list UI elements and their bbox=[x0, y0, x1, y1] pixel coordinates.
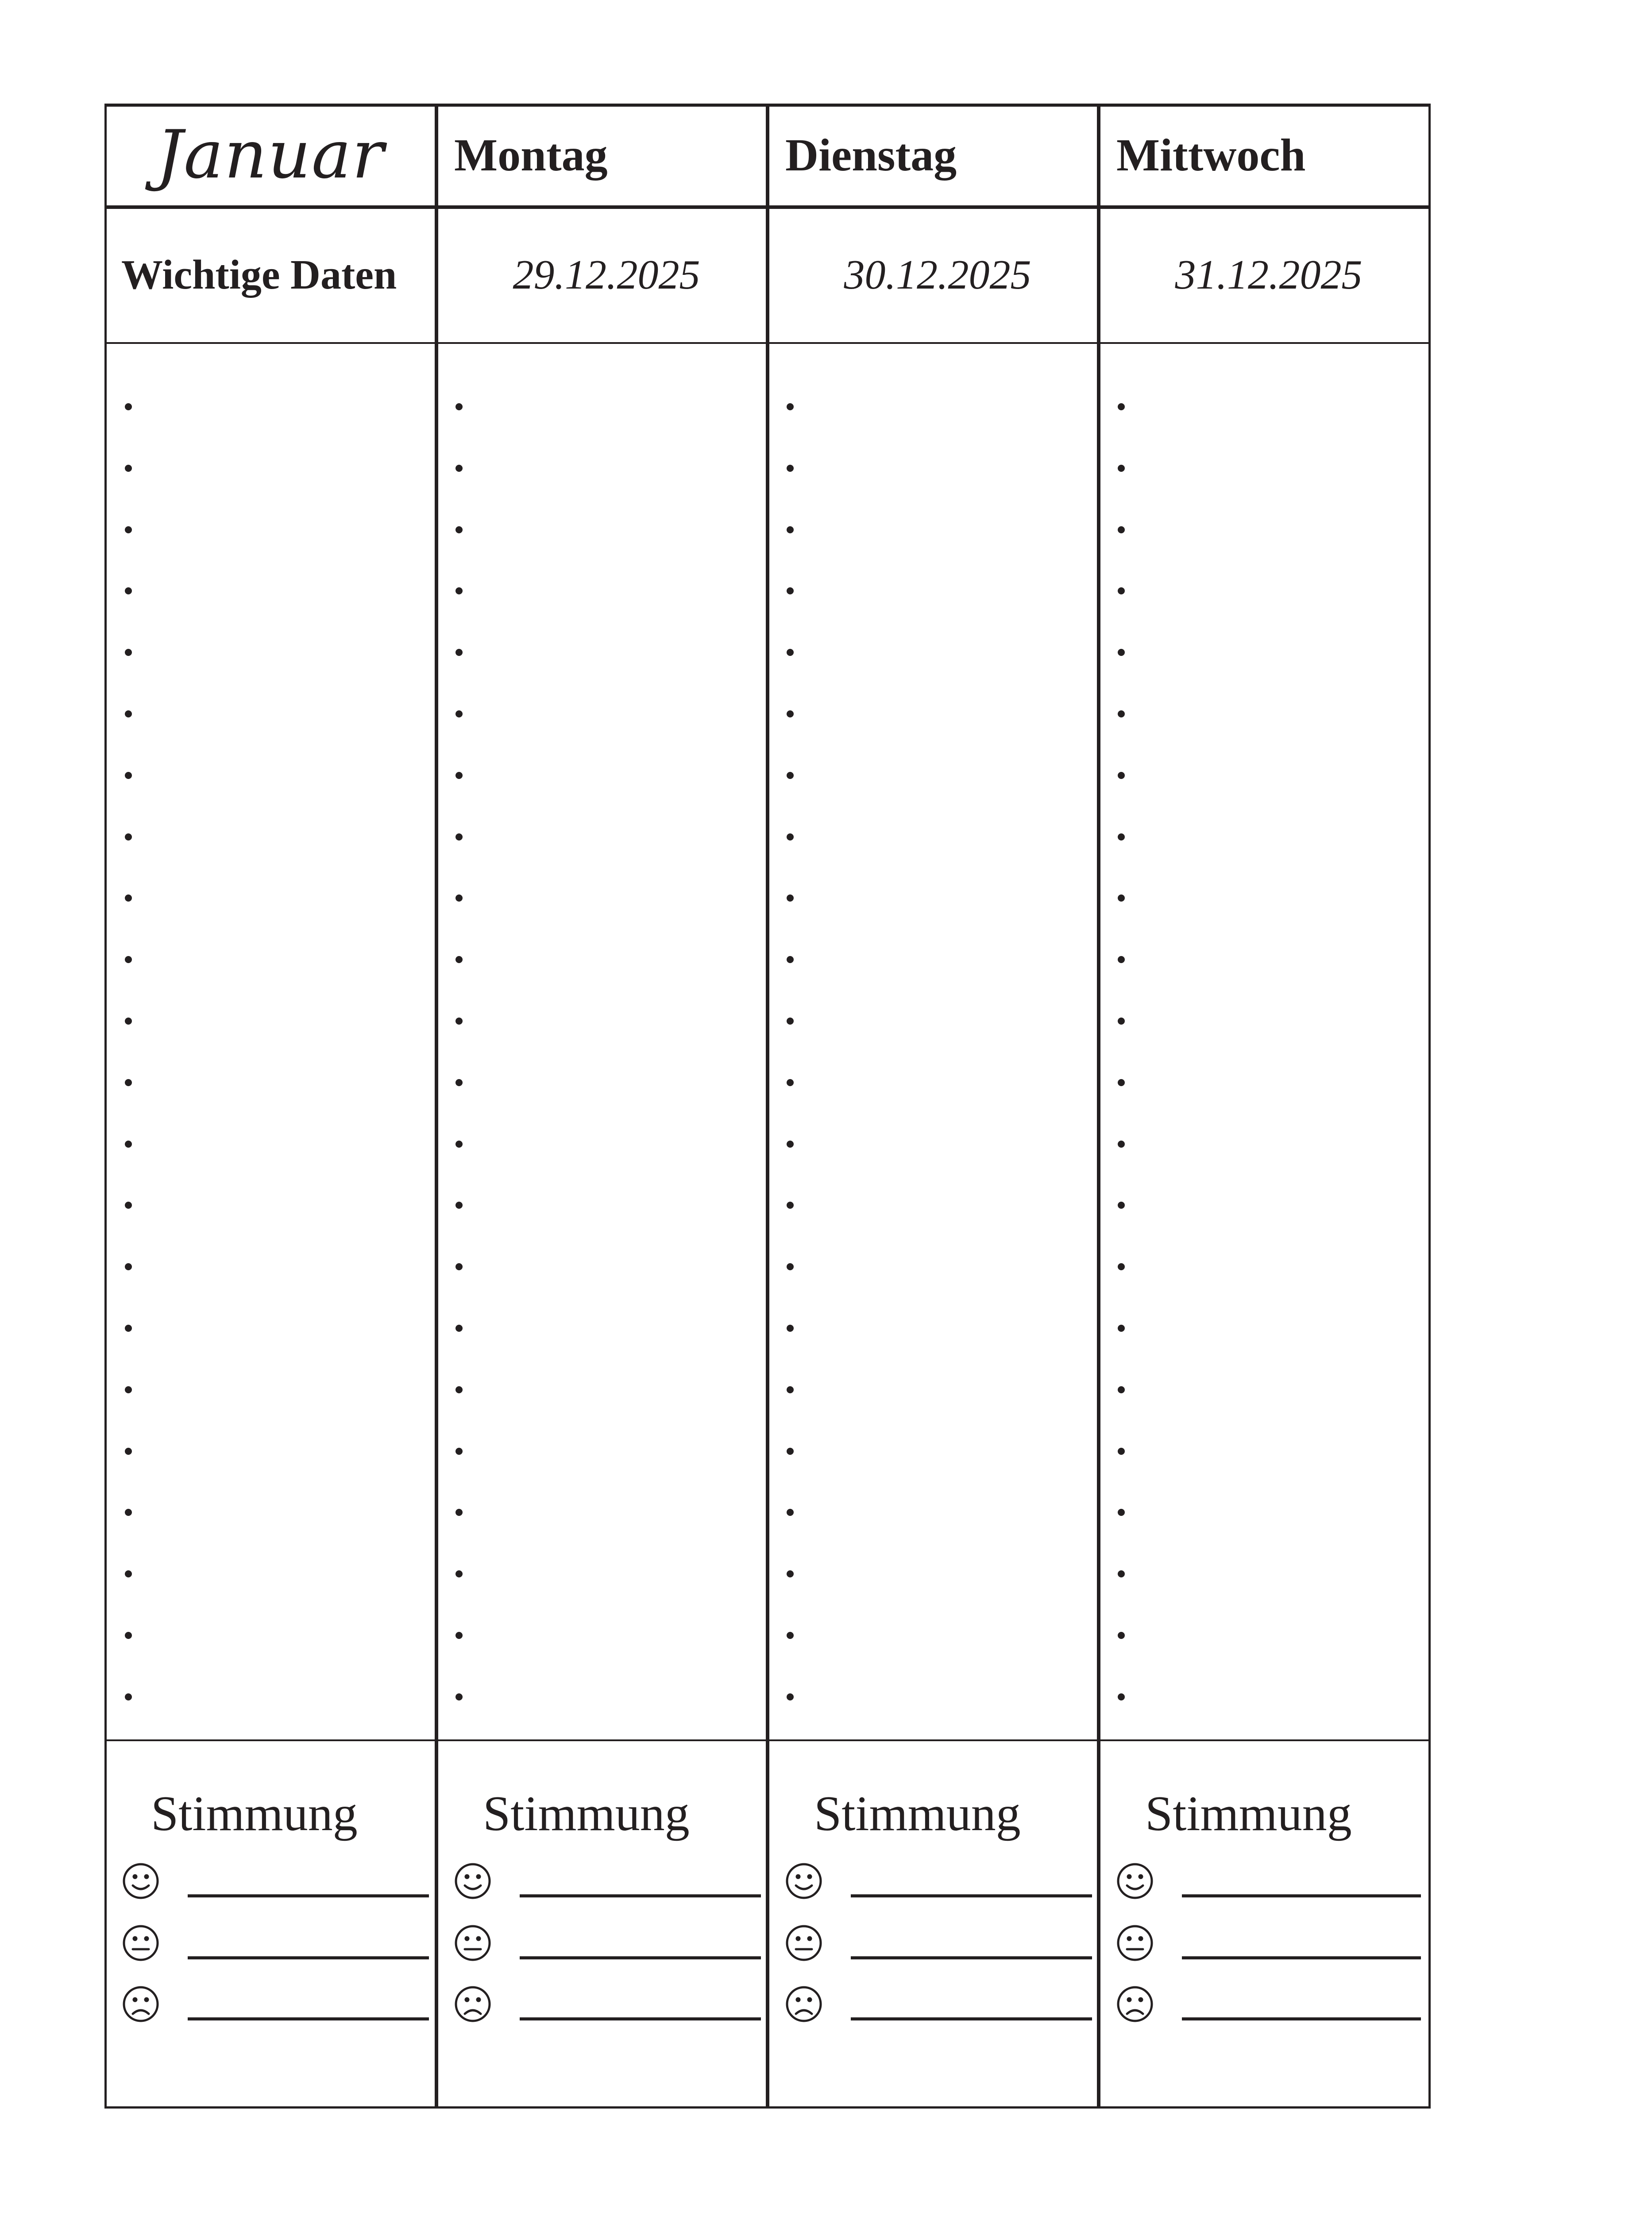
smiley-happy-icon bbox=[784, 1862, 823, 1901]
dot-marker bbox=[455, 1202, 463, 1209]
dot-marker bbox=[787, 956, 794, 963]
month-title: Januar bbox=[156, 116, 385, 193]
dot-marker bbox=[125, 1263, 132, 1270]
dot-marker bbox=[1118, 526, 1125, 533]
dot-marker bbox=[1118, 772, 1125, 779]
dot-marker bbox=[455, 1325, 463, 1332]
smiley-neutral-icon bbox=[453, 1924, 492, 1962]
smiley-sad-icon bbox=[1115, 1985, 1154, 2024]
dot-marker bbox=[787, 1079, 794, 1086]
dot-marker bbox=[125, 1079, 132, 1086]
dot-marker bbox=[125, 1509, 132, 1516]
dot-marker bbox=[455, 1386, 463, 1393]
dot-marker bbox=[125, 1202, 132, 1209]
dot-marker bbox=[787, 1448, 794, 1455]
frame-right bbox=[1428, 104, 1431, 2109]
column-divider-3 bbox=[1097, 104, 1100, 2109]
column-divider-2 bbox=[766, 104, 769, 2109]
dot-marker bbox=[1118, 1570, 1125, 1577]
dot-marker bbox=[455, 1448, 463, 1455]
mood-write-line[interactable] bbox=[851, 2017, 1092, 2020]
mood-write-line[interactable] bbox=[520, 1894, 761, 1897]
date-monday: 29.12.2025 bbox=[513, 252, 700, 298]
dot-marker bbox=[125, 772, 132, 779]
dot-marker bbox=[455, 1632, 463, 1639]
dot-marker bbox=[455, 465, 463, 472]
dot-marker bbox=[455, 710, 463, 717]
dot-marker bbox=[125, 833, 132, 840]
dot-marker bbox=[455, 1570, 463, 1577]
dot-marker bbox=[125, 1141, 132, 1148]
dot-marker bbox=[125, 587, 132, 594]
smiley-happy-icon bbox=[1115, 1862, 1154, 1901]
dot-marker bbox=[125, 1018, 132, 1025]
dot-marker bbox=[787, 1141, 794, 1148]
dot-marker bbox=[125, 1448, 132, 1455]
frame-left bbox=[104, 104, 107, 2109]
dot-marker bbox=[787, 1632, 794, 1639]
dot-marker bbox=[125, 649, 132, 656]
mood-write-line[interactable] bbox=[188, 2017, 429, 2020]
dot-marker bbox=[125, 1325, 132, 1332]
dot-marker bbox=[787, 1263, 794, 1270]
mood-column-monday-label: Stimmung bbox=[483, 1786, 690, 1841]
dot-marker bbox=[125, 1386, 132, 1393]
mood-column-important-label: Stimmung bbox=[151, 1786, 358, 1841]
dot-marker bbox=[455, 403, 463, 410]
mood-write-line[interactable] bbox=[1182, 2017, 1421, 2020]
dot-marker bbox=[125, 710, 132, 717]
mood-write-line[interactable] bbox=[851, 1956, 1092, 1959]
dot-marker bbox=[1118, 956, 1125, 963]
dot-marker bbox=[1118, 403, 1125, 410]
dot-marker bbox=[1118, 1448, 1125, 1455]
dot-marker bbox=[1118, 1632, 1125, 1639]
smiley-happy-icon bbox=[121, 1862, 160, 1901]
dot-marker bbox=[455, 1079, 463, 1086]
dot-marker bbox=[125, 1693, 132, 1700]
dot-marker bbox=[455, 833, 463, 840]
dot-marker bbox=[787, 894, 794, 902]
dot-marker bbox=[787, 1386, 794, 1393]
dot-marker bbox=[455, 1018, 463, 1025]
dot-marker bbox=[1118, 1263, 1125, 1270]
smiley-sad-icon bbox=[453, 1985, 492, 2024]
mood-write-line[interactable] bbox=[851, 1894, 1092, 1897]
dot-marker bbox=[787, 772, 794, 779]
dot-marker bbox=[1118, 649, 1125, 656]
dot-marker bbox=[1118, 833, 1125, 840]
dot-marker bbox=[1118, 1202, 1125, 1209]
smiley-sad-icon bbox=[121, 1985, 160, 2024]
dot-marker bbox=[787, 465, 794, 472]
dot-marker bbox=[455, 526, 463, 533]
dot-marker bbox=[1118, 1018, 1125, 1025]
dot-marker bbox=[787, 1202, 794, 1209]
dot-marker bbox=[787, 1018, 794, 1025]
important-dates-label: Wichtige Daten bbox=[121, 252, 397, 298]
dot-marker bbox=[1118, 1693, 1125, 1700]
dot-marker bbox=[1118, 1141, 1125, 1148]
dot-marker bbox=[787, 403, 794, 410]
mood-write-line[interactable] bbox=[188, 1956, 429, 1959]
dot-marker bbox=[787, 833, 794, 840]
dot-marker bbox=[1118, 894, 1125, 902]
smiley-neutral-icon bbox=[784, 1924, 823, 1962]
smiley-neutral-icon bbox=[1115, 1924, 1154, 1962]
dot-marker bbox=[455, 649, 463, 656]
smiley-neutral-icon bbox=[121, 1924, 160, 1962]
mood-write-line[interactable] bbox=[188, 1894, 429, 1897]
dot-marker bbox=[125, 1632, 132, 1639]
date-wednesday: 31.12.2025 bbox=[1175, 252, 1363, 298]
dot-marker bbox=[455, 956, 463, 963]
dot-marker bbox=[787, 526, 794, 533]
smiley-sad-icon bbox=[784, 1985, 823, 2024]
smiley-happy-icon bbox=[453, 1862, 492, 1901]
dot-marker bbox=[455, 772, 463, 779]
dot-marker bbox=[455, 587, 463, 594]
day-name-tuesday: Dienstag bbox=[785, 129, 957, 181]
dot-marker bbox=[125, 956, 132, 963]
mood-write-line[interactable] bbox=[1182, 1956, 1421, 1959]
dot-marker bbox=[455, 1263, 463, 1270]
dot-marker bbox=[455, 1141, 463, 1148]
dot-marker bbox=[787, 1570, 794, 1577]
dot-marker bbox=[787, 1325, 794, 1332]
dot-marker bbox=[1118, 710, 1125, 717]
date-tuesday: 30.12.2025 bbox=[844, 252, 1031, 298]
dot-marker bbox=[787, 710, 794, 717]
dot-marker bbox=[1118, 1509, 1125, 1516]
dot-marker bbox=[125, 526, 132, 533]
dot-marker bbox=[787, 1693, 794, 1700]
mood-column-tuesday-label: Stimmung bbox=[814, 1786, 1021, 1841]
dot-marker bbox=[1118, 1386, 1125, 1393]
mood-write-line[interactable] bbox=[520, 1956, 761, 1959]
dot-marker bbox=[125, 465, 132, 472]
dot-marker bbox=[455, 1693, 463, 1700]
dot-marker bbox=[1118, 1079, 1125, 1086]
dot-marker bbox=[1118, 1325, 1125, 1332]
weekly-planner bbox=[104, 104, 1431, 2109]
dot-marker bbox=[787, 587, 794, 594]
dot-marker bbox=[125, 403, 132, 410]
dot-marker bbox=[787, 1509, 794, 1516]
dot-marker bbox=[125, 1570, 132, 1577]
day-name-monday: Montag bbox=[454, 129, 608, 181]
day-name-wednesday: Mittwoch bbox=[1116, 129, 1306, 181]
dot-marker bbox=[125, 894, 132, 902]
column-divider-1 bbox=[435, 104, 438, 2109]
dot-marker bbox=[455, 1509, 463, 1516]
dot-marker bbox=[787, 649, 794, 656]
dot-marker bbox=[1118, 587, 1125, 594]
dot-marker bbox=[1118, 465, 1125, 472]
mood-column-wednesday-label: Stimmung bbox=[1145, 1786, 1352, 1841]
dot-marker bbox=[455, 894, 463, 902]
mood-write-line[interactable] bbox=[1182, 1894, 1421, 1897]
mood-write-line[interactable] bbox=[520, 2017, 761, 2020]
